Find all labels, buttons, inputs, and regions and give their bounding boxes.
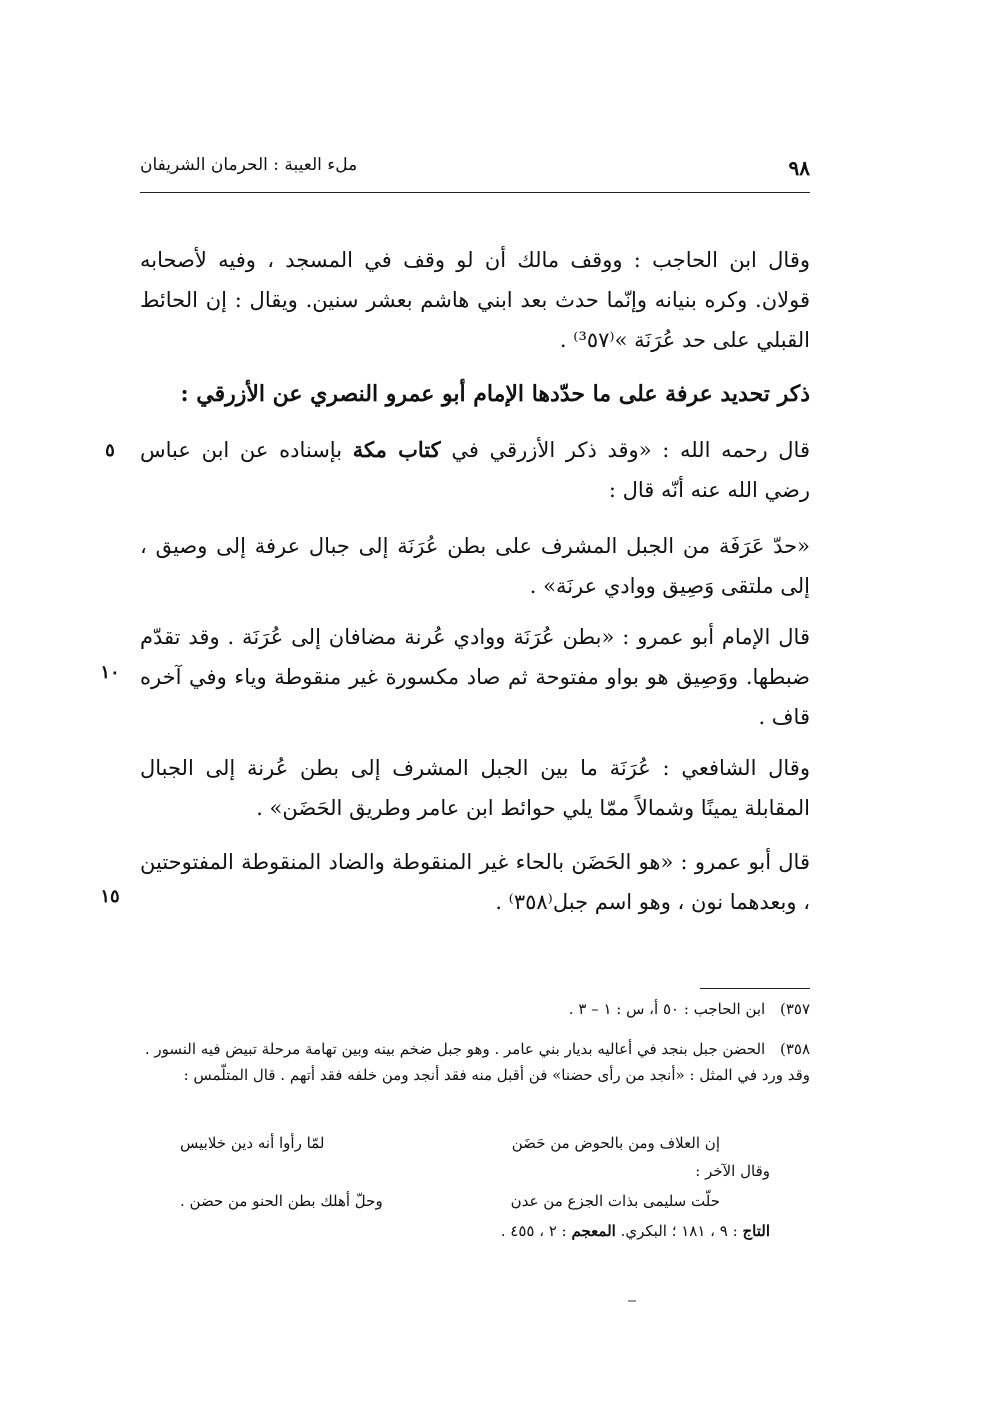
p2-rest: بإسناده عن ابن عباس رضي الله عنه أنّه قال :	[140, 438, 810, 502]
line-number-15: ١٥	[100, 886, 120, 907]
header-rule	[140, 192, 810, 193]
footnote-358-text: الحضن جبل بنجد في أعاليه بديار بني عامر . وهو جبل ضخم بينه وبين تهامة مرحلة تبيض فيه النسور . وقد ورد في المثل : «أنجد من رأى حضنا» فن أقبل منه فقد أنجد ومن خلفه فقد أتهم . قال المتلّمس :	[144, 1040, 810, 1084]
said-the-other: وقال الآخر :	[695, 1162, 770, 1180]
line-number-10: ١٠	[100, 662, 120, 683]
running-title: ملء العيبة : الحرمان الشريفان	[140, 155, 358, 175]
footnote-357-number: ٣٥٧)	[779, 1000, 810, 1018]
p2-intro: قال رحمه الله : «وقد ذكر الأزرقي في	[451, 438, 810, 462]
book-title-makkah: كتاب مكة	[352, 437, 441, 462]
verse-2-second-hemistich: وحلّ أهلك بطن الحنو من حضن .	[180, 1192, 383, 1210]
verse-other	[180, 1188, 720, 1214]
verse-2-first-hemistich: حلّت سليمى بذات الجزع من عدن	[510, 1192, 720, 1210]
footnote-358-number: ٣٥٨)	[779, 1040, 810, 1058]
page-number: ٩٨	[788, 156, 810, 180]
paragraph-abu-amr: قال الإمام أبو عمرو : «بطن عُرَنَة ووادي عُرنة مضافان إلى عُرَنَة . وقد تقدّم ضبطها. ووَصِيق هو بواو مفتوحة ثم صاد مكسورة غير منقوطة وياء وفي آخره قاف .	[140, 625, 810, 729]
source-end: : ٢ ، ٤٥٥ .	[500, 1222, 567, 1240]
source-mid: : ٩ ، ١٨١ ؛ البكري.	[620, 1222, 738, 1240]
footnote-358	[140, 1036, 810, 1088]
paragraph-ibn-al-hajib: وقال ابن الحاجب : ووقف مالك أن لو وقف في المسجد ، وفيه لأصحابه قولان. وكره بنيانه وإنّما حدث بعد ابني هاشم بعشر سنين. ويقال : إن الحائط القبلي على حد عُرَنَة »⁽³٥٧⁾ .	[140, 248, 810, 352]
verse-1-second-hemistich: لمّا رأوا أنه دين خلابيس	[180, 1134, 325, 1152]
line-number-5: ٥	[105, 440, 115, 461]
footnote-357	[140, 996, 810, 1022]
paragraph-hadd-arafa: «حدّ عَرَفَة من الجبل المشرف على بطن عُرَنَة إلى جبال عرفة إلى وصيق ، إلى ملتقى وَصِيق ووادي عرنَة» .	[140, 534, 810, 598]
footnote-rule	[700, 988, 810, 989]
source-mujam: المعجم	[571, 1222, 616, 1240]
footnote-sources	[140, 1218, 770, 1244]
paragraph-azraqi-quote	[140, 430, 810, 510]
source-taj: التاج	[742, 1222, 770, 1240]
paragraph-shafii: وقال الشافعي : عُرَنَة ما بين الجبل المشرف إلى بطن عُرنة إلى الجبال المقابلة يمينًا وشمالاً ممّا يلي حوائط ابن عامر وطريق الحَضَن» .	[140, 756, 810, 820]
footnote-357-text: ابن الحاجب : ٥٠ أ، س : ١ – ٣ .	[568, 1000, 766, 1018]
paragraph-al-hadan: قال أبو عمرو : «هو الحَضَن بالحاء غير المنقوطة والضاد المنقوطة المفتوحتين ، وبعدهما نون ، وهو اسم جبل⁽٣٥٨⁾ .	[140, 850, 810, 914]
verse-mutalammis	[180, 1130, 720, 1156]
print-smudge	[628, 1300, 636, 1302]
section-heading: ذكر تحديد عرفة على ما حدّدها الإمام أبو عمرو النصري عن الأزرقي :	[180, 381, 810, 407]
verse-1-first-hemistich: إن العلاف ومن بالحوض من حَضَن	[511, 1134, 720, 1152]
